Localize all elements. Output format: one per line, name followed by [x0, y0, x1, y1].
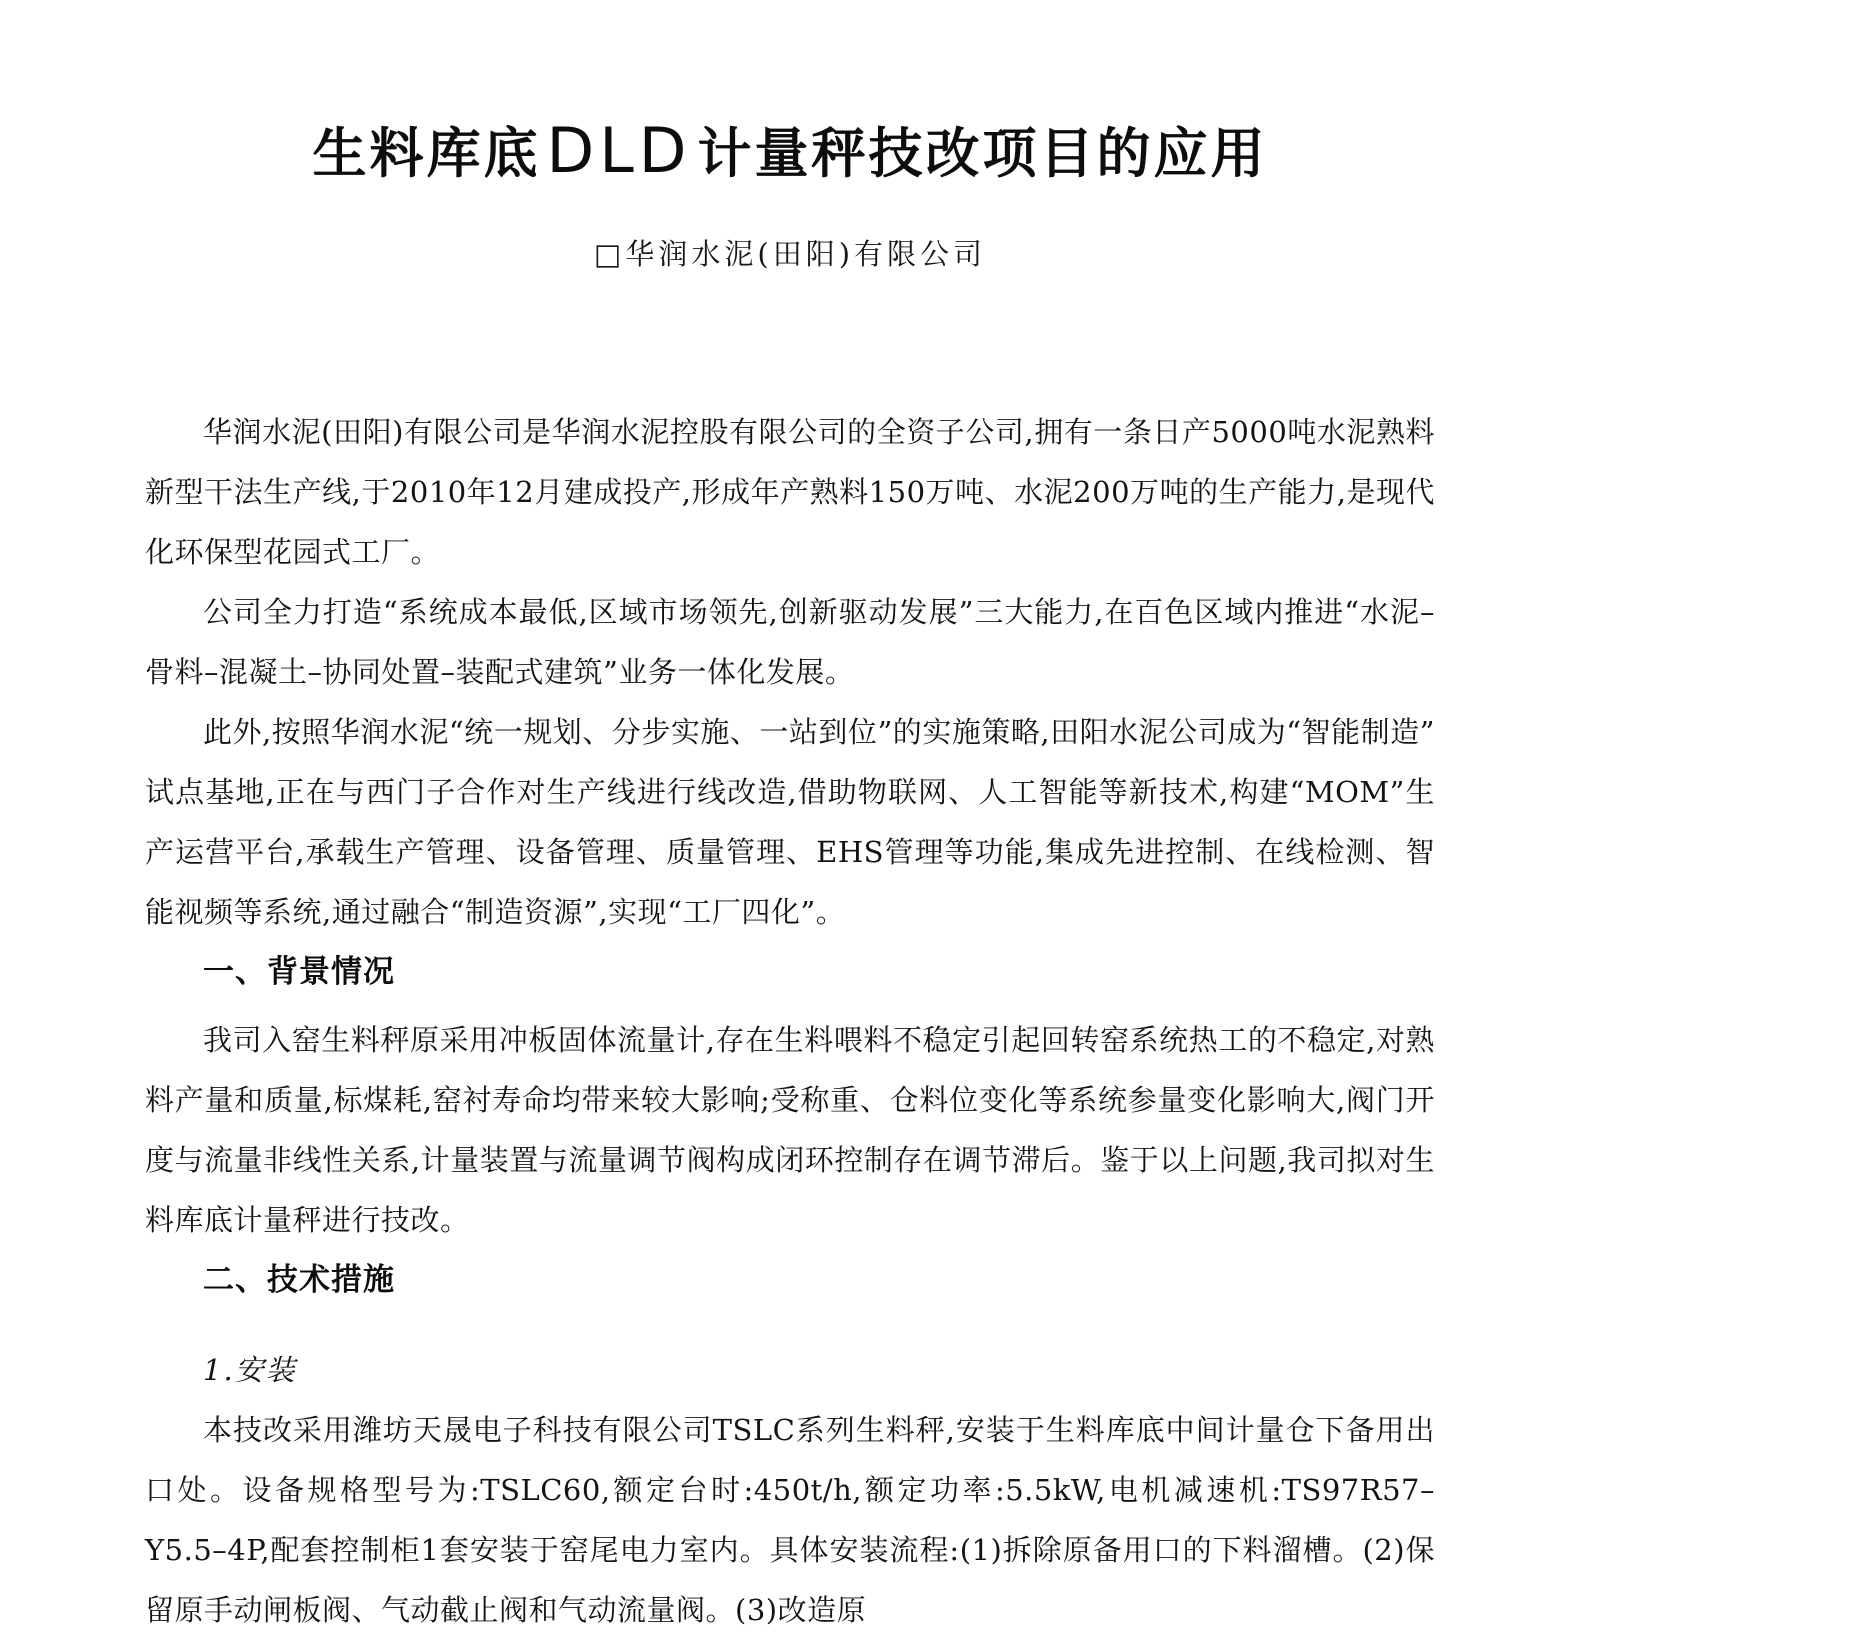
article-body: [145, 402, 1435, 1640]
subsection-heading-install: 1.安装: [203, 1353, 297, 1387]
title-latin-acronym: DLD: [546, 114, 692, 187]
byline: □华润水泥(田阳)有限公司: [593, 237, 987, 271]
section-heading-measures: 二、技术措施: [203, 1262, 395, 1298]
section-paragraph: 本技改采用潍坊天晟电子科技有限公司TSLC系列生料秤,安装于生料库底中间计量仓下备用出口处。设备规格型号为:TSLC60,额定台时:450t/h,额定功率:5.5kW,电机减速机:TS97R57–Y5.5–4P,配套控制柜1套安装于窑尾电力室内。具体安装流程:(1)拆除原备用口的下料溜槽。(2)保留原手动闸板阀、气动截止阀和气动流量阀。(3)改造原: [145, 1413, 1435, 1627]
section-heading-background: 一、背景情况: [203, 954, 395, 990]
intro-paragraph: 此外,按照华润水泥“统一规划、分步实施、一站到位”的实施策略,田阳水泥公司成为“智能制造”试点基地,正在与西门子合作对生产线进行线改造,借助物联网、人工智能等新技术,构建“MOM”生产运营平台,承载生产管理、设备管理、质量管理、EHS管理等功能,集成先进控制、在线检测、智能视频等系统,通过融合“制造资源”,实现“工厂四化”。: [145, 715, 1435, 929]
title-prefix: 生料库底: [312, 121, 541, 185]
intro-paragraph: 华润水泥(田阳)有限公司是华润水泥控股有限公司的全资子公司,拥有一条日产5000吨水泥熟料新型干法生产线,于2010年12月建成投产,形成年产熟料150万吨、水泥200万吨的生产能力,是现代化环保型花园式工厂。: [145, 415, 1435, 569]
intro-paragraph: 公司全力打造“系统成本最低,区域市场领先,创新驱动发展”三大能力,在百色区域内推进“水泥–骨料–混凝土–协同处置–装配式建筑”业务一体化发展。: [145, 595, 1435, 689]
section-paragraph: 我司入窑生料秤原采用冲板固体流量计,存在生料喂料不稳定引起回转窑系统热工的不稳定,对熟料产量和质量,标煤耗,窑衬寿命均带来较大影响;受称重、仓料位变化等系统参量变化影响大,阀门开度与流量非线性关系,计量装置与流量调节阀构成闭环控制存在调节滞后。鉴于以上问题,我司拟对生料库底计量秤进行技改。: [145, 1023, 1435, 1237]
page-title: [145, 112, 1435, 192]
title-suffix: 计量秤技改项目的应用: [697, 121, 1268, 185]
